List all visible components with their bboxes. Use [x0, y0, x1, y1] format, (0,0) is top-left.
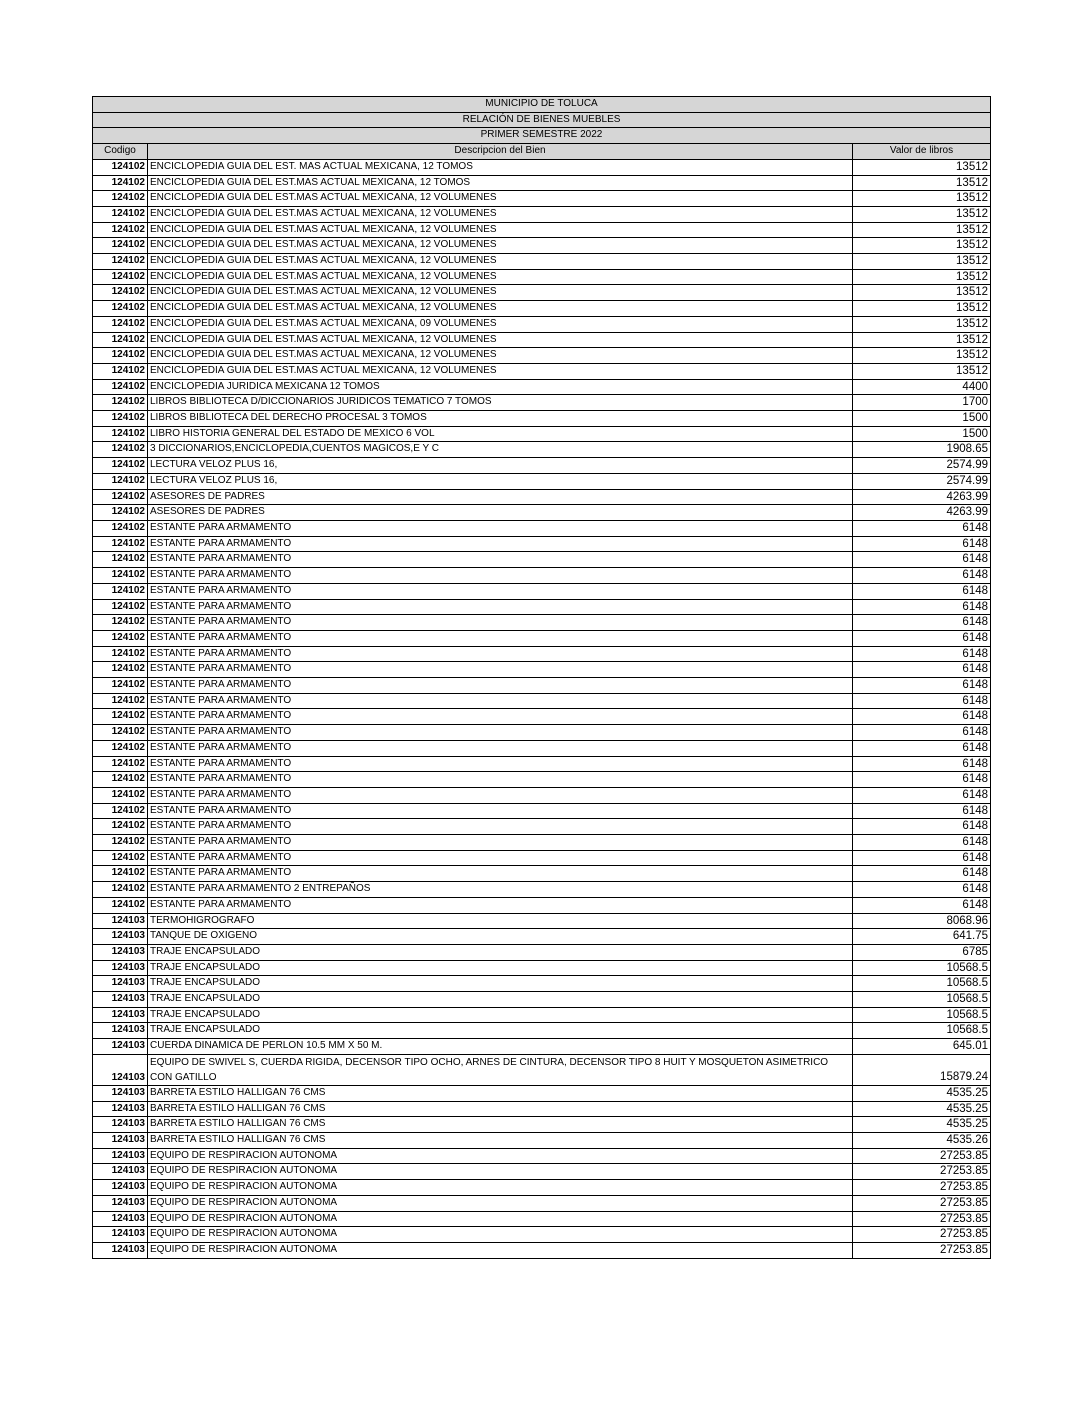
cell-value: 13512 — [853, 363, 991, 379]
cell-description: TRAJE ENCAPSULADO — [148, 992, 853, 1008]
cell-code: 124103 — [93, 1133, 148, 1149]
cell-value: 6148 — [853, 536, 991, 552]
cell-value: 6148 — [853, 835, 991, 851]
table-row — [93, 1148, 991, 1164]
table-row — [93, 1101, 991, 1117]
cell-value: 6148 — [853, 850, 991, 866]
column-header-value: Valor de libros — [853, 144, 991, 160]
table-row — [93, 944, 991, 960]
table-row — [93, 803, 991, 819]
cell-code: 124103 — [93, 1227, 148, 1243]
cell-description: ESTANTE PARA ARMAMENTO — [148, 803, 853, 819]
cell-code: 124102 — [93, 787, 148, 803]
cell-code: 124102 — [93, 411, 148, 427]
cell-code: 124102 — [93, 803, 148, 819]
table-row — [93, 191, 991, 207]
table-row — [93, 1039, 991, 1055]
cell-value: 4535.26 — [853, 1133, 991, 1149]
cell-code: 124102 — [93, 206, 148, 222]
table-row — [93, 866, 991, 882]
cell-value: 6148 — [853, 866, 991, 882]
cell-value: 6148 — [853, 897, 991, 913]
cell-value: 2574.99 — [853, 458, 991, 474]
cell-value: 6148 — [853, 709, 991, 725]
cell-code: 124102 — [93, 819, 148, 835]
cell-description: ESTANTE PARA ARMAMENTO — [148, 599, 853, 615]
cell-description: ENCICLOPEDIA GUIA DEL EST.MAS ACTUAL MEXICANA, 12 VOLUMENES — [148, 363, 853, 379]
cell-code: 124103 — [93, 1148, 148, 1164]
cell-description: ENCICLOPEDIA GUIA DEL EST.MAS ACTUAL MEXICANA, 12 VOLUMENES — [148, 206, 853, 222]
cell-value: 10568.5 — [853, 976, 991, 992]
cell-value: 10568.5 — [853, 1007, 991, 1023]
table-row — [93, 850, 991, 866]
table-row — [93, 929, 991, 945]
cell-value: 1500 — [853, 411, 991, 427]
table-row — [93, 772, 991, 788]
cell-value: 13512 — [853, 254, 991, 270]
table-row — [93, 630, 991, 646]
report-title: RELACIÓN DE BIENES MUEBLES — [93, 112, 991, 128]
table-row — [93, 1227, 991, 1243]
table-row — [93, 709, 991, 725]
cell-description: TRAJE ENCAPSULADO — [148, 1023, 853, 1039]
table-row — [93, 458, 991, 474]
cell-description: EQUIPO DE RESPIRACION AUTONOMA — [148, 1180, 853, 1196]
table-row — [93, 976, 991, 992]
table-row — [93, 1007, 991, 1023]
cell-code: 124102 — [93, 442, 148, 458]
cell-description: EQUIPO DE RESPIRACION AUTONOMA — [148, 1195, 853, 1211]
cell-description: ENCICLOPEDIA GUIA DEL EST.MAS ACTUAL MEXICANA, 12 VOLUMENES — [148, 254, 853, 270]
table-row — [93, 379, 991, 395]
cell-value: 8068.96 — [853, 913, 991, 929]
cell-code: 124102 — [93, 348, 148, 364]
column-header-row — [93, 144, 991, 160]
cell-code: 124103 — [93, 1085, 148, 1101]
cell-description: EQUIPO DE SWIVEL S, CUERDA RIGIDA, DECENSOR TIPO OCHO, ARNES DE CINTURA, DECENSOR TIPO 8 HUIT Y MOSQUETON ASIMETRICO CON GATILLO — [148, 1054, 853, 1085]
cell-value: 6148 — [853, 678, 991, 694]
cell-code: 124102 — [93, 772, 148, 788]
table-row — [93, 1242, 991, 1258]
cell-value: 13512 — [853, 159, 991, 175]
table-row — [93, 316, 991, 332]
cell-description: ESTANTE PARA ARMAMENTO — [148, 536, 853, 552]
cell-description: ESTANTE PARA ARMAMENTO — [148, 835, 853, 851]
cell-description: BARRETA ESTILO HALLIGAN 76 CMS — [148, 1085, 853, 1101]
cell-code: 124102 — [93, 473, 148, 489]
cell-value: 1908.65 — [853, 442, 991, 458]
cell-code: 124103 — [93, 1164, 148, 1180]
table-row — [93, 1117, 991, 1133]
cell-value: 6148 — [853, 520, 991, 536]
cell-value: 2574.99 — [853, 473, 991, 489]
inventory-table — [92, 96, 991, 1259]
table-row — [93, 1180, 991, 1196]
table-row — [93, 285, 991, 301]
table-row — [93, 1023, 991, 1039]
cell-value: 13512 — [853, 348, 991, 364]
cell-description: TRAJE ENCAPSULADO — [148, 960, 853, 976]
cell-description: ENCICLOPEDIA GUIA DEL EST.MAS ACTUAL MEXICANA, 12 VOLUMENES — [148, 301, 853, 317]
table-row — [93, 301, 991, 317]
cell-code: 124102 — [93, 332, 148, 348]
table-row — [93, 426, 991, 442]
cell-value: 6785 — [853, 944, 991, 960]
cell-description: TERMOHIGROGRAFO — [148, 913, 853, 929]
inventory-table-body — [93, 97, 991, 1259]
cell-value: 27253.85 — [853, 1227, 991, 1243]
cell-code: 124102 — [93, 379, 148, 395]
cell-description: ENCICLOPEDIA GUIA DEL EST.MAS ACTUAL MEXICANA, 09 VOLUMENES — [148, 316, 853, 332]
table-row — [93, 583, 991, 599]
cell-value: 6148 — [853, 787, 991, 803]
cell-value: 13512 — [853, 191, 991, 207]
cell-description: ESTANTE PARA ARMAMENTO — [148, 693, 853, 709]
cell-value: 13512 — [853, 206, 991, 222]
cell-code: 124102 — [93, 363, 148, 379]
cell-code: 124102 — [93, 395, 148, 411]
cell-code: 124103 — [93, 976, 148, 992]
cell-value: 10568.5 — [853, 960, 991, 976]
cell-code: 124103 — [93, 913, 148, 929]
cell-code: 124102 — [93, 552, 148, 568]
cell-description: ENCICLOPEDIA GUIA DEL EST.MAS ACTUAL MEXICANA, 12 VOLUMENES — [148, 348, 853, 364]
cell-code: 124103 — [93, 1242, 148, 1258]
cell-description: EQUIPO DE RESPIRACION AUTONOMA — [148, 1164, 853, 1180]
table-row — [93, 615, 991, 631]
cell-description: TRAJE ENCAPSULADO — [148, 976, 853, 992]
table-row — [93, 1195, 991, 1211]
cell-code: 124102 — [93, 269, 148, 285]
table-row — [93, 269, 991, 285]
table-row — [93, 725, 991, 741]
cell-code: 124103 — [93, 1101, 148, 1117]
cell-description: ENCICLOPEDIA GUIA DEL EST.MAS ACTUAL MEXICANA, 12 VOLUMENES — [148, 191, 853, 207]
cell-value: 6148 — [853, 693, 991, 709]
cell-code: 124102 — [93, 709, 148, 725]
cell-code: 124102 — [93, 536, 148, 552]
cell-code: 124103 — [93, 1054, 148, 1085]
cell-description: ESTANTE PARA ARMAMENTO — [148, 520, 853, 536]
cell-code: 124102 — [93, 568, 148, 584]
cell-code: 124103 — [93, 1039, 148, 1055]
cell-description: TRAJE ENCAPSULADO — [148, 944, 853, 960]
cell-value: 4263.99 — [853, 489, 991, 505]
cell-code: 124102 — [93, 159, 148, 175]
cell-code: 124102 — [93, 835, 148, 851]
cell-code: 124102 — [93, 882, 148, 898]
cell-code: 124102 — [93, 222, 148, 238]
cell-code: 124102 — [93, 489, 148, 505]
cell-description: EQUIPO DE RESPIRACION AUTONOMA — [148, 1227, 853, 1243]
cell-description: BARRETA ESTILO HALLIGAN 76 CMS — [148, 1117, 853, 1133]
cell-code: 124103 — [93, 1211, 148, 1227]
cell-value: 6148 — [853, 552, 991, 568]
cell-code: 124102 — [93, 254, 148, 270]
cell-description: ENCICLOPEDIA GUIA DEL EST.MAS ACTUAL MEXICANA, 12 VOLUMENES — [148, 222, 853, 238]
cell-value: 13512 — [853, 269, 991, 285]
cell-value: 4535.25 — [853, 1117, 991, 1133]
cell-description: ASESORES DE PADRES — [148, 489, 853, 505]
cell-code: 124102 — [93, 238, 148, 254]
cell-description: ENCICLOPEDIA GUIA DEL EST.MAS ACTUAL MEXICANA, 12 VOLUMENES — [148, 238, 853, 254]
cell-code: 124103 — [93, 992, 148, 1008]
cell-code: 124102 — [93, 615, 148, 631]
cell-description: ESTANTE PARA ARMAMENTO — [148, 772, 853, 788]
cell-value: 13512 — [853, 301, 991, 317]
cell-value: 6148 — [853, 725, 991, 741]
table-row — [93, 1133, 991, 1149]
table-row — [93, 992, 991, 1008]
cell-value: 13512 — [853, 238, 991, 254]
cell-value: 27253.85 — [853, 1242, 991, 1258]
cell-description: ENCICLOPEDIA JURIDICA MEXICANA 12 TOMOS — [148, 379, 853, 395]
table-row — [93, 552, 991, 568]
cell-code: 124103 — [93, 1007, 148, 1023]
cell-description: ENCICLOPEDIA GUIA DEL EST.MAS ACTUAL MEXICANA, 12 VOLUMENES — [148, 332, 853, 348]
cell-code: 124103 — [93, 1180, 148, 1196]
table-row — [93, 520, 991, 536]
cell-value: 6148 — [853, 803, 991, 819]
cell-value: 1700 — [853, 395, 991, 411]
cell-description: BARRETA ESTILO HALLIGAN 76 CMS — [148, 1101, 853, 1117]
table-row — [93, 646, 991, 662]
cell-value: 6148 — [853, 599, 991, 615]
cell-code: 124103 — [93, 944, 148, 960]
cell-description: ESTANTE PARA ARMAMENTO — [148, 725, 853, 741]
cell-value: 645.01 — [853, 1039, 991, 1055]
cell-description: TANQUE DE OXIGENO — [148, 929, 853, 945]
cell-description: TRAJE ENCAPSULADO — [148, 1007, 853, 1023]
cell-description: ESTANTE PARA ARMAMENTO — [148, 615, 853, 631]
cell-value: 6148 — [853, 819, 991, 835]
cell-description: CUERDA DINAMICA DE PERLON 10.5 MM X 50 M. — [148, 1039, 853, 1055]
table-row — [93, 175, 991, 191]
cell-value: 4400 — [853, 379, 991, 395]
table-row — [93, 206, 991, 222]
cell-description: ESTANTE PARA ARMAMENTO — [148, 709, 853, 725]
table-row — [93, 473, 991, 489]
cell-value: 13512 — [853, 175, 991, 191]
table-row — [93, 787, 991, 803]
table-row — [93, 1211, 991, 1227]
cell-description: ESTANTE PARA ARMAMENTO — [148, 897, 853, 913]
table-row — [93, 505, 991, 521]
table-row — [93, 348, 991, 364]
cell-description: ENCICLOPEDIA GUIA DEL EST.MAS ACTUAL MEXICANA, 12 TOMOS — [148, 175, 853, 191]
cell-description: BARRETA ESTILO HALLIGAN 76 CMS — [148, 1133, 853, 1149]
table-row — [93, 1164, 991, 1180]
cell-description: LIBROS BIBLIOTECA D/DICCIONARIOS JURIDICOS TEMATICO 7 TOMOS — [148, 395, 853, 411]
table-row — [93, 159, 991, 175]
cell-value: 27253.85 — [853, 1211, 991, 1227]
cell-description: ESTANTE PARA ARMAMENTO — [148, 583, 853, 599]
cell-code: 124102 — [93, 725, 148, 741]
cell-description: ESTANTE PARA ARMAMENTO — [148, 756, 853, 772]
cell-value: 641.75 — [853, 929, 991, 945]
cell-description: ESTANTE PARA ARMAMENTO 2 ENTREPAÑOS — [148, 882, 853, 898]
cell-code: 124102 — [93, 630, 148, 646]
cell-description: ESTANTE PARA ARMAMENTO — [148, 630, 853, 646]
cell-code: 124102 — [93, 678, 148, 694]
table-row — [93, 568, 991, 584]
cell-value: 13512 — [853, 285, 991, 301]
table-row — [93, 536, 991, 552]
cell-code: 124102 — [93, 285, 148, 301]
cell-value: 27253.85 — [853, 1180, 991, 1196]
cell-description: ESTANTE PARA ARMAMENTO — [148, 646, 853, 662]
cell-description: ESTANTE PARA ARMAMENTO — [148, 819, 853, 835]
cell-value: 6148 — [853, 772, 991, 788]
cell-value: 27253.85 — [853, 1164, 991, 1180]
cell-value: 13512 — [853, 332, 991, 348]
period-title: PRIMER SEMESTRE 2022 — [93, 128, 991, 144]
table-row — [93, 238, 991, 254]
cell-description: LECTURA VELOZ PLUS 16, — [148, 458, 853, 474]
cell-description: ESTANTE PARA ARMAMENTO — [148, 662, 853, 678]
cell-description: ESTANTE PARA ARMAMENTO — [148, 678, 853, 694]
cell-value: 13512 — [853, 222, 991, 238]
header-row-3 — [93, 128, 991, 144]
cell-value: 1500 — [853, 426, 991, 442]
table-row — [93, 693, 991, 709]
table-row — [93, 222, 991, 238]
table-row — [93, 819, 991, 835]
cell-code: 124102 — [93, 520, 148, 536]
cell-description: ENCICLOPEDIA GUIA DEL EST.MAS ACTUAL MEXICANA, 12 VOLUMENES — [148, 269, 853, 285]
table-row — [93, 363, 991, 379]
table-row — [93, 913, 991, 929]
table-row — [93, 678, 991, 694]
cell-code: 124102 — [93, 175, 148, 191]
table-row — [93, 882, 991, 898]
cell-value: 6148 — [853, 740, 991, 756]
cell-value: 13512 — [853, 316, 991, 332]
cell-description: LIBRO HISTORIA GENERAL DEL ESTADO DE MEXICO 6 VOL — [148, 426, 853, 442]
cell-value: 6148 — [853, 615, 991, 631]
cell-value: 4535.25 — [853, 1101, 991, 1117]
cell-description: EQUIPO DE RESPIRACION AUTONOMA — [148, 1148, 853, 1164]
cell-description: ESTANTE PARA ARMAMENTO — [148, 787, 853, 803]
cell-code: 124103 — [93, 929, 148, 945]
cell-value: 6148 — [853, 568, 991, 584]
cell-code: 124103 — [93, 1117, 148, 1133]
header-row-1 — [93, 97, 991, 113]
cell-description: ESTANTE PARA ARMAMENTO — [148, 740, 853, 756]
cell-code: 124102 — [93, 662, 148, 678]
table-row — [93, 835, 991, 851]
cell-code: 124102 — [93, 191, 148, 207]
table-row — [93, 897, 991, 913]
cell-code: 124102 — [93, 897, 148, 913]
cell-code: 124102 — [93, 693, 148, 709]
cell-code: 124103 — [93, 1195, 148, 1211]
cell-code: 124102 — [93, 458, 148, 474]
table-row — [93, 395, 991, 411]
cell-value: 4263.99 — [853, 505, 991, 521]
table-row — [93, 740, 991, 756]
cell-code: 124102 — [93, 505, 148, 521]
cell-description: ENCICLOPEDIA GUIA DEL EST.MAS ACTUAL MEXICANA, 12 VOLUMENES — [148, 285, 853, 301]
cell-description: LECTURA VELOZ PLUS 16, — [148, 473, 853, 489]
cell-description: EQUIPO DE RESPIRACION AUTONOMA — [148, 1211, 853, 1227]
table-row — [93, 442, 991, 458]
cell-value: 15879.24 — [853, 1054, 991, 1085]
cell-code: 124103 — [93, 1023, 148, 1039]
cell-value: 6148 — [853, 882, 991, 898]
table-row — [93, 960, 991, 976]
table-row — [93, 662, 991, 678]
cell-description: ENCICLOPEDIA GUIA DEL EST. MAS ACTUAL MEXICANA, 12 TOMOS — [148, 159, 853, 175]
cell-code: 124102 — [93, 316, 148, 332]
cell-value: 6148 — [853, 646, 991, 662]
cell-value: 10568.5 — [853, 992, 991, 1008]
cell-description: ASESORES DE PADRES — [148, 505, 853, 521]
column-header-description: Descripcion del Bien — [148, 144, 853, 160]
table-row — [93, 489, 991, 505]
table-row — [93, 1085, 991, 1101]
table-row — [93, 411, 991, 427]
cell-description: ESTANTE PARA ARMAMENTO — [148, 552, 853, 568]
cell-description: LIBROS BIBLIOTECA DEL DERECHO PROCESAL 3 TOMOS — [148, 411, 853, 427]
column-header-code: Codigo — [93, 144, 148, 160]
cell-value: 10568.5 — [853, 1023, 991, 1039]
cell-code: 124102 — [93, 740, 148, 756]
cell-code: 124103 — [93, 960, 148, 976]
cell-value: 6148 — [853, 756, 991, 772]
municipality-title: MUNICIPIO DE TOLUCA — [93, 97, 991, 113]
cell-code: 124102 — [93, 301, 148, 317]
cell-value: 6148 — [853, 662, 991, 678]
cell-code: 124102 — [93, 866, 148, 882]
cell-code: 124102 — [93, 850, 148, 866]
cell-description: ESTANTE PARA ARMAMENTO — [148, 568, 853, 584]
cell-value: 27253.85 — [853, 1148, 991, 1164]
cell-code: 124102 — [93, 599, 148, 615]
cell-description: ESTANTE PARA ARMAMENTO — [148, 850, 853, 866]
table-row — [93, 332, 991, 348]
cell-value: 27253.85 — [853, 1195, 991, 1211]
cell-value: 4535.25 — [853, 1085, 991, 1101]
cell-description: ESTANTE PARA ARMAMENTO — [148, 866, 853, 882]
header-row-2 — [93, 112, 991, 128]
cell-code: 124102 — [93, 583, 148, 599]
cell-value: 6148 — [853, 583, 991, 599]
cell-code: 124102 — [93, 756, 148, 772]
table-row — [93, 1054, 991, 1085]
cell-code: 124102 — [93, 646, 148, 662]
cell-description: EQUIPO DE RESPIRACION AUTONOMA — [148, 1242, 853, 1258]
table-row — [93, 254, 991, 270]
table-row — [93, 599, 991, 615]
cell-value: 6148 — [853, 630, 991, 646]
table-row — [93, 756, 991, 772]
cell-description: 3 DICCIONARIOS,ENCICLOPEDIA,CUENTOS MAGICOS,E Y C — [148, 442, 853, 458]
cell-code: 124102 — [93, 426, 148, 442]
